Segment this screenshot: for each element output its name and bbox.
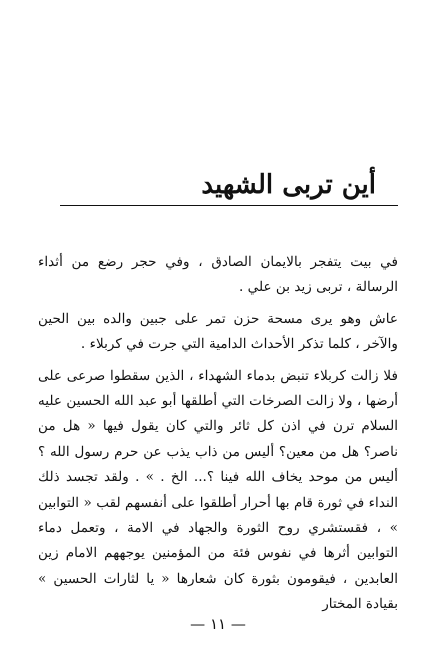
title-underline: [60, 205, 398, 206]
page-number: — ١١ —: [190, 615, 246, 633]
body-text: [38, 250, 398, 630]
paragraph-1: في بيت يتفجر بالايمان الصادق ، وفي حجر رضع من أثداء الرسالة ، تربى زيد بن علي .: [38, 254, 398, 296]
paragraph-2: عاش وهو يرى مسحة حزن تمر على جبين والده بين الحين والآخر ، كلما تذكر الأحداث الدامية التي جرت في كربلاء .: [38, 310, 398, 353]
paragraph-3: فلا زالت كربلاء تنبض بدماء الشهداء ، الذين سقطوا صرعى على أرضها ، ولا زالت الصرخات التي أطلقها أبو عبد الله الحسين عليه السلام ترن في اذن كل ثائر والتي كان يقول فيها « هل من ناصر؟ هل من معين؟ أليس من ذاب يذب عن حرم رسول الله ؟ أليس من موحد يخاف الله فينا ؟... الخ . » . ولقد تجسد ذلك النداء في ثورة قام بها أحرار أطلقوا على أنفسهم لقب « التوابين » ، فقستشري روح الثورة والجهاد في الامة ، وتعمل دماء التوابين أثرها في نفوس فئة من المؤمنين يوجههم الامام زين العابدين ، فيقومون بثورة كان شعارها « يا لثارات الحسين » بقيادة المختار: [38, 367, 398, 613]
chapter-title: أين تربى الشهيد: [201, 170, 376, 200]
